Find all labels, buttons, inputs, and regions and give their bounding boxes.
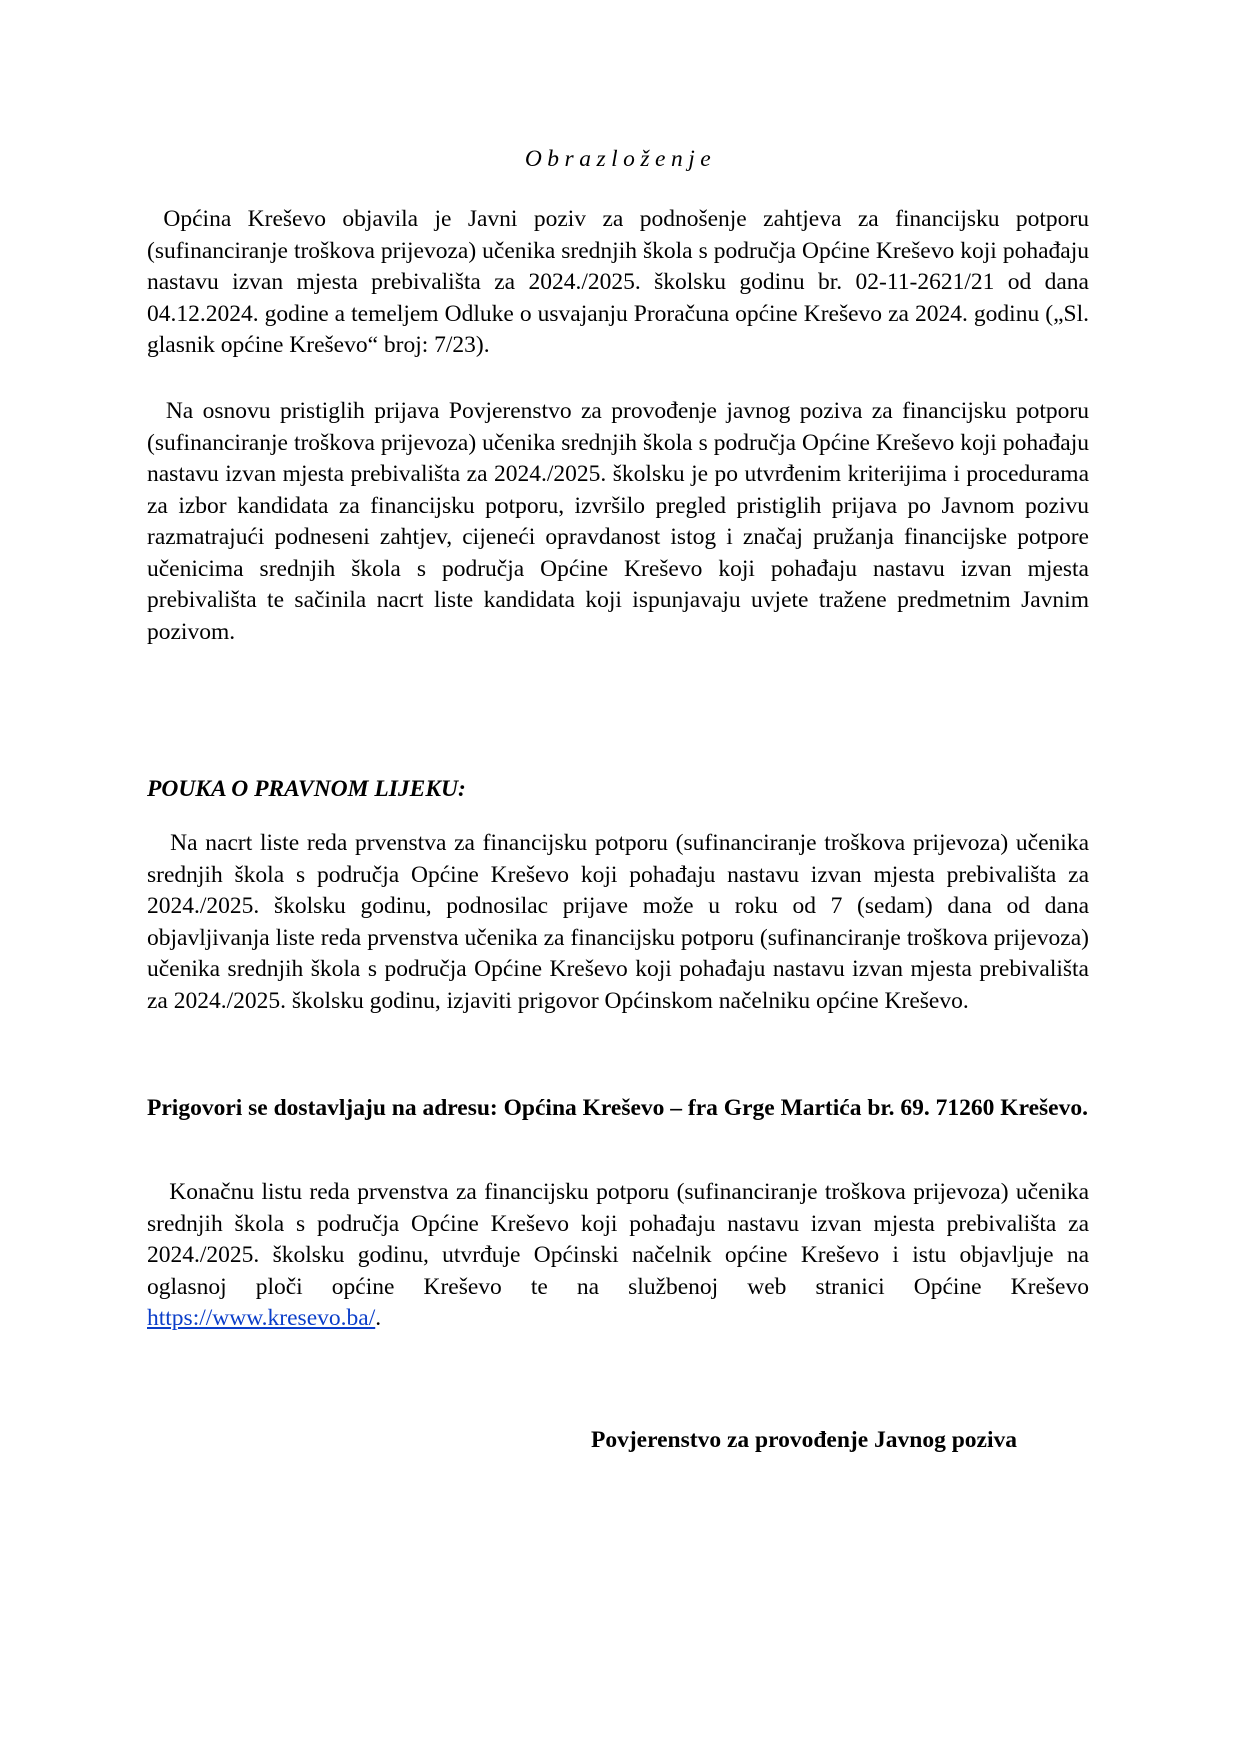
paragraph-commission-review — [147, 396, 1089, 648]
paragraph-final-list-text: Konačnu listu reda prvenstva za financijsku potporu (sufinanciranje troškova prijevoza) učenika srednjih škola s područja Općine Kreševo koji pohađaju nastavu izvan mjesta prebivališta za 2024./2025. školsku godinu, utvrđuje Općinski načelnik općine Kreševo i istu objavljuje na oglasnoj ploči općine Kreševo te na službenoj web stranici Općine Kreševo — [147, 1179, 1089, 1300]
paragraph-final-list — [147, 1177, 1089, 1335]
commission-signature: Povjerenstvo za provođenje Javnog poziva — [591, 1427, 1018, 1453]
paragraph-public-call — [147, 204, 1089, 362]
document-title: Obrazloženje — [524, 146, 717, 172]
paragraph-final-list-end: . — [375, 1305, 382, 1331]
paragraph-commission-review-text: Na osnovu pristiglih prijava Povjerenstvo za provođenje javnog poziva za financijsku potporu (sufinanciranje troškova prijevoza) učenika srednjih škola s područja Općine Kreševo koji pohađaju nastavu izvan mjesta prebivališta za 2024./2025. školsku je po utvrđenim kriterijima i procedurama za izbor kandidata za financijsku potporu, izvršilo pregled pristiglih prijava po Javnom pozivu razmatrajući podneseni zahtjev, cijeneći opravdanost istog i značaj pružanja financijske potpore učenicima srednjih škola s područja Općine Kreševo koji pohađaju nastavu izvan mjesta prebivališta te sačinila nacrt liste kandidata koji ispunjavaju uvjete tražene predmetnim Javnim pozivom. — [147, 398, 1090, 645]
paragraph-objection-right-text: Na nacrt liste reda prvenstva za financijsku potporu (sufinanciranje troškova prijevoza) učenika srednjih škola s područja Općine Kreševo koji pohađaju nastavu izvan mjesta prebivališta za 2024./2025. školsku godinu, podnosilac prijave može u roku od 7 (sedam) dana od dana objavljivanja liste reda prvenstva učenika za financijsku potporu (sufinanciranje troškova prijevoza) učenika srednjih škola s područja Općine Kreševo koji pohađaju nastavu izvan mjesta prebivališta za 2024./2025. školsku godinu, izjaviti prigovor Općinskom načelniku općine Kreševo. — [147, 830, 1089, 1014]
paragraph-objection-right — [147, 828, 1089, 1017]
website-link[interactable]: https://www.kresevo.ba/ — [147, 1305, 376, 1331]
paragraph-public-call-text: Općina Kreševo objavila je Javni poziv za podnošenje zahtjeva za financijsku potporu (sufinanciranje troškova prijevoza) učenika srednjih škola s područja Općine Kreševo koji pohađaju nastavu izvan mjesta prebivališta za 2024./2025. školsku godinu br. 02-11-2621/21 od dana 04.12.2024. godine a temeljem Odluke o usvajanju Proračuna općine Kreševo za 2024. godinu („Sl. glasnik općine Kreševo“ broj: 7/23). — [147, 206, 1089, 358]
paragraph-objection-address: Prigovori se dostavljaju na adresu: Općina Kreševo – fra Grge Martića br. 69. 71260 Kreševo. — [147, 1095, 1088, 1121]
legal-remedy-heading: POUKA O PRAVNOM LIJEKU: — [147, 776, 466, 802]
